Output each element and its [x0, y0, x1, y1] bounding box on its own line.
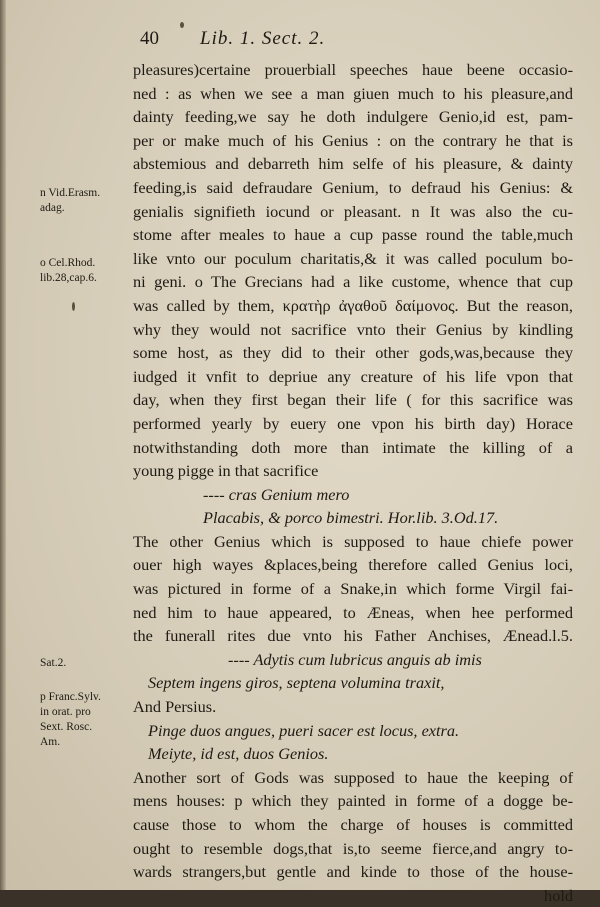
text-line: why they would not sacrifice vnto their Genius by kindling [133, 319, 573, 339]
main-text-block [133, 58, 573, 907]
text-line: cause those to whom the charge of houses is committed [133, 815, 573, 834]
text-line: notwithstanding doth more than intimate the killing of a [133, 437, 573, 457]
text-line: And Persius. [133, 697, 217, 717]
text-line: ouer high wayes &places,being therefore called Genius loci, [133, 555, 573, 575]
margin-note-line: Sext. Rosc. [40, 721, 93, 733]
text-line: ned : as when we see a man giuen much to his pleasure,and [133, 83, 573, 103]
text-line: wards strangers,but gentle and kinde to those of the house- [133, 862, 573, 882]
text-line: per or make much of his Genius : on the contrary he that is [133, 130, 573, 150]
text-line: day, when they first began their life ( for this sacrifice was [133, 390, 573, 410]
text-line: stome after meales to haue a cup passe round the table,much [133, 225, 573, 245]
page-header [140, 28, 460, 52]
margin-note [40, 690, 132, 750]
margin-note-line: p Franc.Sylv. [40, 691, 101, 703]
text-line: The other Genius which is supposed to haue chiefe power [133, 531, 573, 551]
verse-line: Septem ingens giros, septena volumina traxit, [148, 673, 445, 693]
running-head: Lib. 1. Sect. 2. [200, 28, 326, 49]
text-line: dainty feeding,we say he doth indulgere Genio,id est, pam- [133, 107, 573, 127]
text-line: feeding,is said defraudare Genium, to defraud his Genius: & [133, 177, 573, 197]
ink-speck [180, 22, 184, 28]
text-line: the funerall rites due vnto his Father Anchises, Ænead.l.5. [133, 626, 573, 646]
margin-note-line: o Cel.Rhod. [40, 257, 96, 269]
margin-note-line: in orat. pro [40, 706, 91, 718]
text-line: was called by them, κρατὴρ ἀγαθοῦ δαίμονος. But the reason, [133, 295, 573, 315]
text-line: ought to resemble dogs,that is,to seeme fierce,and angry to- [133, 838, 573, 858]
margin-note-line: Am. [40, 736, 61, 748]
margin-note-line: Sat.2. [40, 657, 67, 669]
text-line: ni geni. o The Grecians had a like custome, whence that cup [133, 272, 573, 292]
text-line: like vnto our poculum charitatis,& it was called poculum bo- [133, 248, 573, 268]
verse-line: ---- Adytis cum lubricus anguis ab imis [228, 649, 482, 669]
text-line: Another sort of Gods was supposed to haue the keeping of [133, 767, 573, 787]
margin-note [40, 186, 132, 216]
catchword: hold [544, 885, 573, 905]
text-line: some host, as they did to their other gods,was,because they [133, 343, 573, 363]
text-line: performed yearly by euery one vpon his birth day) Horace [133, 413, 573, 433]
text-line: ned him to haue appeared, to Æneas, when hee performed [133, 602, 573, 622]
text-line: genialis signifieth iocund or pleasant. n It was also the cu- [133, 201, 573, 221]
verse-line: ---- cras Genium mero [203, 484, 350, 504]
margin-note-line: n Vid.Erasm. [40, 187, 101, 199]
text-line: young pigge in that sacrifice [133, 461, 319, 481]
verse-line: Placabis, & porco bimestri. Hor.lib. 3.Od.17. [203, 508, 499, 528]
text-line: iudged it vnfit to depriue any creature of his life vpon that [133, 366, 573, 386]
margin-note-line: adag. [40, 202, 65, 214]
verse-line: Pinge duos angues, pueri sacer est locus, extra. [148, 720, 460, 740]
ink-speck [72, 302, 75, 311]
margin-note-line: lib.28,cap.6. [40, 272, 97, 284]
margin-note [40, 256, 132, 286]
text-line: pleasures)certaine prouerbiall speeches haue beene occasio- [133, 60, 573, 79]
page-gutter-shadow [0, 0, 6, 890]
text-line: was pictured in forme of a Snake,in which forme Virgil fai- [133, 579, 573, 599]
verse-line: Meiyte, id est, duos Genios. [148, 744, 329, 764]
text-line: abstemious and debarreth him selfe of his pleasure, & dainty [133, 154, 573, 174]
page-number: 40 [140, 28, 159, 49]
text-line: mens houses: p which they painted in forme of a dogge be- [133, 791, 573, 811]
margin-note [40, 656, 132, 671]
